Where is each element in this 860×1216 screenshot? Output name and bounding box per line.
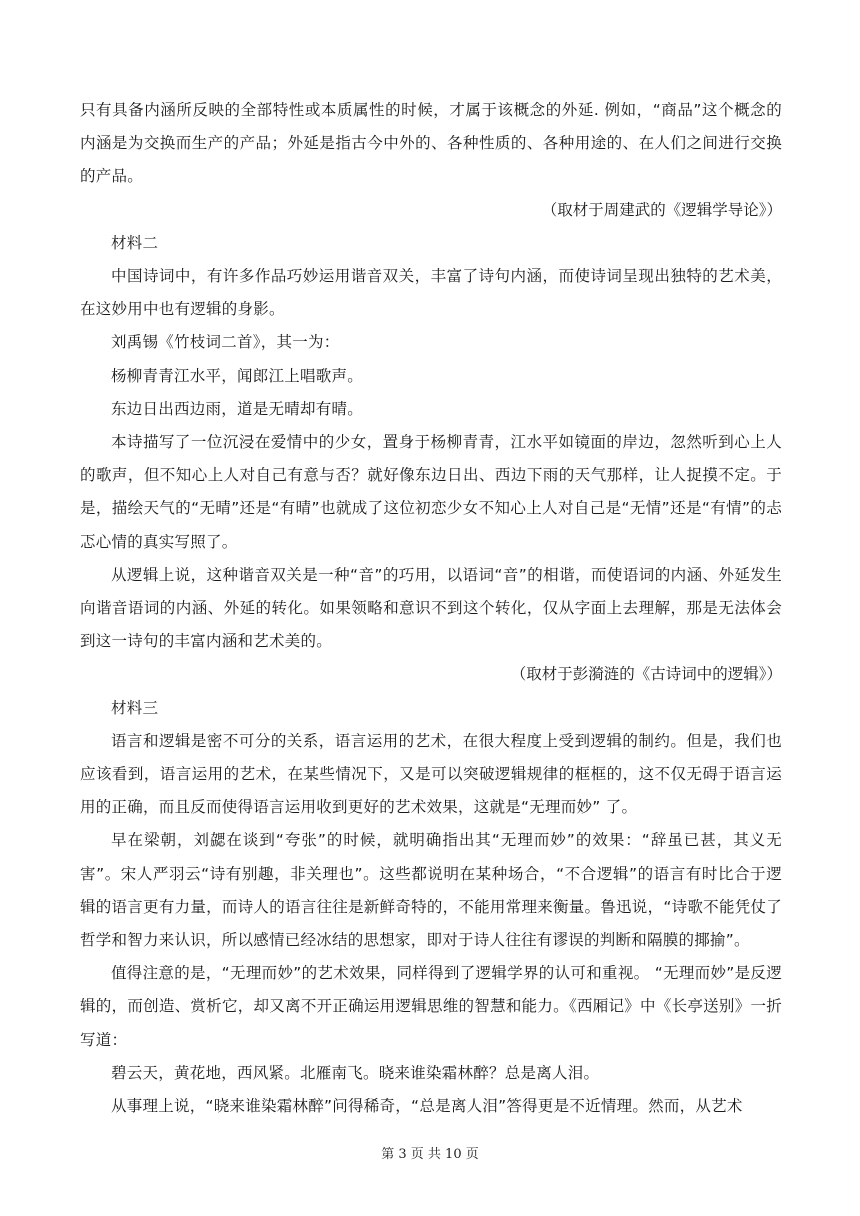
source-citation-1: （取材于周建武的《逻辑学导论》） xyxy=(541,200,782,219)
poem-line-1: 杨柳青青江水平，闻郎江上唱歌声。 xyxy=(111,366,364,385)
paragraph-pun-intro: 中国诗词中，有许多作品巧妙运用谐音双关，丰富了诗句内涵，而使诗词呈现出独特的艺术美，在这妙用中也有逻辑的身影。 xyxy=(80,267,782,319)
paragraph-poem-title: 刘禹锡《竹枝词二首》，其一为： xyxy=(111,333,340,352)
page-number-footer: 第 3 页 共 10 页 xyxy=(381,1147,479,1162)
source-citation-2: （取材于彭漪涟的《古诗词中的逻辑》） xyxy=(510,665,782,684)
paragraph-language-logic: 语言和逻辑是密不可分的关系，语言运用的艺术，在很大程度上受到逻辑的制约。但是，我们也应该看到，语言运用的艺术，在某些情况下，又是可以突破逻辑规律的框框的，这不仅无碍于语言运用的正确，而且反而使得语言运用收到更好的艺术效果，这就是“无理而妙” 了。 xyxy=(80,731,782,817)
document-body xyxy=(80,94,782,1123)
paragraph-liuxie: 早在梁朝，刘勰在谈到“夸张”的时候，就明确指出其“无理而妙”的效果：“辞虽已甚，其义无害”。宋人严羽云“诗有别趣，非关理也”。这些都说明在某种场合，“不合逻辑”的语言有时比合于逻辑的语言更有力量，而诗人的语言往往是新鲜奇特的，不能用常理来衡量。鲁迅说，“诗歌不能凭仗了哲学和智力来认识，所以感情已经冰结的思想家，即对于诗人往往有谬误的判断和隔膜的揶揄”。 xyxy=(80,831,782,950)
paragraph-logic-pun: 从逻辑上说，这种谐音双关是一种“音”的巧用，以语词“音”的相谐，而使语词的内涵、外延发生向谐音语词的内涵、外延的转化。如果领略和意识不到这个转化，仅从字面上去理解，那是无法体会到这一诗句的丰富内涵和艺术美的。 xyxy=(80,565,782,651)
paragraph-analysis-continued: 从事理上说，“晓来谁染霜林醉”问得稀奇，“总是离人泪”答得更是不近情理。然而，从艺术 xyxy=(111,1097,743,1116)
section-heading-material-3: 材料三 xyxy=(111,698,159,717)
paragraph-concept-extension: 只有具备内涵所反映的全部特性或本质属性的时候，才属于该概念的外延. 例如，“商品”这个概念的内涵是为交换而生产的产品；外延是指古今中外的、各种性质的、各种用途的、在人们之间进行交换的产品。 xyxy=(80,101,782,186)
section-heading-material-2: 材料二 xyxy=(111,233,159,252)
paragraph-xixiangji: 值得注意的是，“无理而妙”的艺术效果，同样得到了逻辑学界的认可和重视。 “无理而妙”是反逻辑的，而创造、赏析它，却又离不开正确运用逻辑思维的智慧和能力。《西厢记》中《长亭送别》一折写道： xyxy=(80,964,782,1049)
poem-line-2: 东边日出西边雨，道是无晴却有晴。 xyxy=(111,399,364,418)
quote-changting: 碧云天，黄花地，西风紧。北雁南飞。晓来谁染霜林醉？总是离人泪。 xyxy=(111,1063,600,1082)
paragraph-poem-analysis: 本诗描写了一位沉浸在爱情中的少女，置身于杨柳青青，江水平如镜面的岸边，忽然听到心上人的歌声，但不知心上人对自己有意与否？就好像东边日出、西边下雨的天气那样，让人捉摸不定。于是，描绘天气的“无晴”还是“有晴”也就成了这位初恋少女不知心上人对自己是“无情”还是“有情”的忐忑心情的真实写照了。 xyxy=(80,433,782,551)
